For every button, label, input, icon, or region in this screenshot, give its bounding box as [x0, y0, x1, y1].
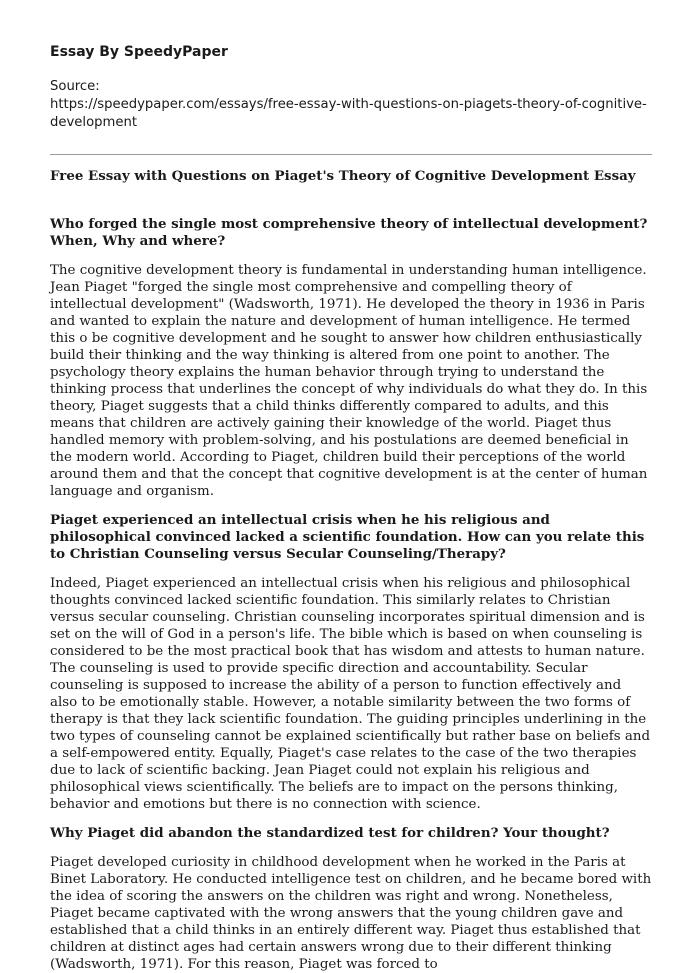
document-header-title: Essay By SpeedyPaper	[50, 44, 228, 60]
answer-paragraph: Indeed, Piaget experienced an intellectual crisis when his religious and philosophical thoughts convinced lacked scientific foundation. This similarly relates to Christian versus secular counseling. Christian counseling incorporates spiritual dimension and is set on the will of God in a person's life. The bible which is based on when counseling is considered to be the most practical book that has wisdom and attests to human nature. The counseling is used to provide specific direction and accountability. Secular counseling is supposed to increase the ability of a person to function effectively and also to be emotionally stable. However, a notable similarity between the two forms of therapy is that they lack scientific foundation. The guiding principles underlining in the two types of counseling cannot be explained scientifically but rather base on beliefs and a self-empowered entity. Equally, Piaget's case relates to the case of the two therapies due to lack of scientific backing. Jean Piaget could not explain his religious and philosophical views scientifically. The beliefs are to impact on the persons thinking, behavior and emotions but there is no connection with science.	[50, 576, 651, 812]
header-divider	[50, 154, 652, 155]
source-url[interactable]: https://speedypaper.com/essays/free-essay-with-questions-on-piagets-theory-of-cognitive-development	[50, 97, 647, 130]
question-heading: Piaget experienced an intellectual crisis when he his religious and philosophical convinced lacked a scientific foundation. How can you relate this to Christian Counseling versus Secular Counseling/Therapy?	[50, 512, 645, 562]
question-heading: Why Piaget did abandon the standardized test for children? Your thought?	[50, 825, 610, 841]
answer-paragraph: The cognitive development theory is fundamental in understanding human intelligence. Jean Piaget "forged the single most comprehensive and compelling theory of intellectual development" (Wadsworth, 1971). He developed the theory in 1936 in Paris and wanted to explain the nature and development of human intelligence. He termed this o be cognitive development and he sought to answer how children enthusiastically build their thinking and the way thinking is altered from one point to another. The psychology theory explains the human behavior through trying to understand the thinking process that underlines the concept of why individuals do what they do. In this theory, Piaget suggests that a child thinks differently compared to adults, and this means that children are actively gaining their knowledge of the world. Piaget thus handled memory with problem-solving, and his postulations are deemed beneficial in the modern world. According to Piaget, children build their perceptions of the world around them and that the concept that cognitive development is at the center of human language and organism.	[50, 263, 648, 499]
question-heading: Who forged the single most comprehensive theory of intellectual development? When, Why and where?	[50, 216, 648, 249]
essay-title: Free Essay with Questions on Piaget's Theory of Cognitive Development Essay	[50, 168, 636, 184]
source-label: Source:	[50, 79, 100, 94]
answer-paragraph: Piaget developed curiosity in childhood development when he worked in the Paris at Binet Laboratory. He conducted intelligence test on children, and he became bored with the idea of scoring the answers on the children was right and wrong. Nonetheless, Piaget became captivated with the wrong answers that the young children gave and established that a child thinks in an entirely different way. Piaget thus established that children at distinct ages had certain answers wrong due to their different thinking (Wadsworth, 1971). For this reason, Piaget was forced to	[50, 855, 652, 972]
